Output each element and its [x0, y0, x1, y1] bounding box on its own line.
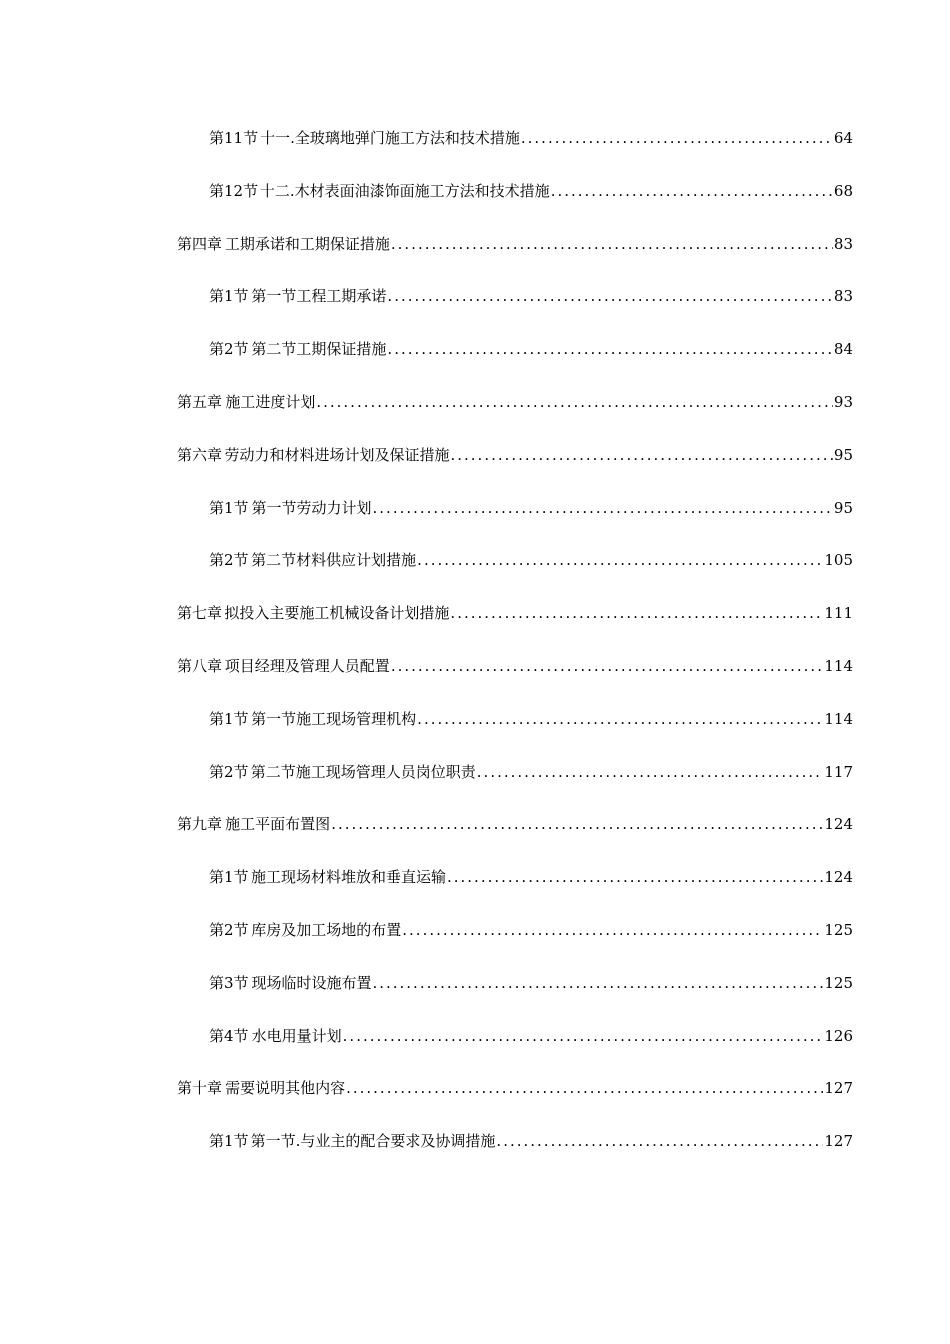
toc-entry-number: 第五章	[177, 393, 223, 411]
toc-dot-leader	[450, 442, 832, 468]
toc-entry-number: 第四章	[177, 234, 223, 253]
toc-entry-title: 施工平面布置图	[225, 815, 331, 834]
toc-entry-number: 第1节	[209, 287, 249, 306]
toc-entry-page-number: 64	[833, 129, 853, 147]
toc-entry-page-number: 117	[824, 762, 853, 781]
toc-chapter-entry[interactable]	[177, 389, 853, 415]
toc-entry-title: 第一节工程工期承诺	[251, 287, 387, 306]
toc-entry-page-number: 127	[824, 1079, 853, 1098]
toc-entry-title: 劳动力和材料进场计划及保证措施	[224, 445, 450, 464]
toc-entry-page-number: 126	[824, 1026, 853, 1045]
toc-dot-leader	[387, 336, 832, 362]
toc-entry-title: 十二.木材表面油漆饰面施工方法和技术措施	[259, 181, 550, 200]
toc-entry-page-number: 84	[833, 340, 853, 359]
toc-chapter-entry[interactable]	[177, 231, 853, 257]
toc-dot-leader	[316, 389, 833, 415]
toc-chapter-entry[interactable]	[177, 811, 853, 837]
toc-entry-title: 十一.全玻璃地弹门施工方法和技术措施	[260, 129, 520, 147]
toc-entry-page-number: 125	[824, 921, 853, 939]
toc-dot-leader	[372, 970, 823, 996]
toc-dot-leader	[331, 811, 823, 837]
toc-entry-number: 第4节	[209, 1026, 249, 1045]
toc-entry-page-number: 83	[833, 234, 853, 253]
toc-entry-number: 第1节	[209, 1132, 249, 1151]
toc-entry-number: 第1节	[209, 868, 249, 887]
toc-entry-title: 工期承诺和工期保证措施	[224, 234, 390, 253]
toc-entry-number: 第12节	[209, 181, 259, 200]
toc-entry-number: 第2节	[209, 340, 249, 359]
toc-entry-title: 水电用量计划	[251, 1026, 342, 1045]
toc-entry-page-number: 93	[833, 393, 853, 411]
toc-entry-number: 第3节	[209, 973, 249, 992]
toc-dot-leader	[450, 600, 823, 626]
toc-entry-page-number: 127	[824, 1132, 853, 1151]
toc-section-entry[interactable]	[209, 706, 853, 732]
toc-chapter-entry[interactable]	[177, 442, 853, 468]
toc-entry-title: 第一节施工现场管理机构	[251, 709, 417, 728]
toc-section-entry[interactable]	[209, 283, 853, 309]
toc-entry-page-number: 124	[824, 815, 853, 834]
toc-entry-title: 需要说明其他内容	[225, 1079, 346, 1098]
toc-entry-title: 第二节施工现场管理人员岗位职责	[250, 762, 476, 781]
toc-dot-leader	[521, 125, 833, 151]
toc-entry-page-number: 111	[824, 604, 853, 623]
toc-entry-page-number: 105	[824, 551, 853, 570]
toc-dot-leader	[391, 231, 833, 257]
toc-entry-title: 库房及加工场地的布置	[251, 921, 402, 939]
toc-entry-number: 第1节	[209, 498, 249, 517]
toc-section-entry[interactable]	[209, 547, 853, 573]
toc-entry-number: 第十章	[177, 1079, 223, 1098]
toc-dot-leader	[551, 178, 833, 204]
toc-entry-number: 第2节	[209, 762, 249, 781]
toc-chapter-entry[interactable]	[177, 653, 853, 679]
toc-entry-title: 第二节材料供应计划措施	[251, 551, 417, 570]
toc-section-entry[interactable]	[209, 917, 853, 943]
toc-entry-title: 施工现场材料堆放和垂直运输	[250, 868, 446, 887]
toc-dot-leader	[417, 547, 823, 573]
toc-entry-number: 第1节	[209, 709, 249, 728]
toc-entry-page-number: 68	[833, 181, 853, 200]
toc-entry-title: 施工进度计划	[225, 393, 316, 411]
toc-dot-leader	[346, 1075, 823, 1101]
toc-entry-page-number: 114	[824, 709, 853, 728]
toc-entry-number: 第六章	[177, 445, 223, 464]
toc-section-entry[interactable]	[209, 125, 853, 151]
toc-entry-title: 项目经理及管理人员配置	[224, 657, 390, 675]
toc-dot-leader	[387, 283, 832, 309]
toc-dot-leader	[477, 759, 824, 785]
toc-entry-number: 第2节	[209, 921, 249, 939]
toc-entry-title: 第一节.与业主的配合要求及协调措施	[250, 1132, 496, 1151]
toc-section-entry[interactable]	[209, 970, 853, 996]
toc-entry-number: 第2节	[209, 551, 249, 570]
toc-entry-title: 第二节工期保证措施	[251, 340, 387, 359]
toc-dot-leader	[343, 1023, 824, 1049]
toc-entry-number: 第九章	[177, 815, 223, 834]
toc-entry-page-number: 95	[833, 498, 853, 517]
toc-dot-leader	[417, 706, 823, 732]
toc-section-entry[interactable]	[209, 759, 853, 785]
toc-dot-leader	[391, 653, 824, 679]
toc-section-entry[interactable]	[209, 1128, 853, 1154]
toc-section-entry[interactable]	[209, 336, 853, 362]
toc-dot-leader	[447, 864, 823, 890]
toc-chapter-entry[interactable]	[177, 1075, 853, 1101]
toc-entry-page-number: 125	[824, 973, 853, 992]
toc-dot-leader	[373, 495, 833, 521]
toc-entry-title: 现场临时设施布置	[251, 973, 372, 992]
toc-entry-number: 第11节	[209, 129, 259, 147]
toc-entry-title: 第一节劳动力计划	[251, 498, 372, 517]
toc-chapter-entry[interactable]	[177, 600, 853, 626]
toc-entry-page-number: 83	[833, 287, 853, 306]
toc-entry-page-number: 114	[824, 657, 853, 675]
toc-entry-page-number: 95	[833, 445, 853, 464]
toc-section-entry[interactable]	[209, 178, 853, 204]
toc-section-entry[interactable]	[209, 495, 853, 521]
toc-entry-page-number: 124	[824, 868, 853, 887]
toc-entry-number: 第八章	[177, 657, 223, 675]
toc-dot-leader	[496, 1128, 823, 1154]
toc-dot-leader	[402, 917, 823, 943]
toc-section-entry[interactable]	[209, 1023, 853, 1049]
toc-entry-title: 拟投入主要施工机械设备计划措施	[224, 604, 450, 623]
toc-section-entry[interactable]	[209, 864, 853, 890]
toc-entry-number: 第七章	[177, 604, 223, 623]
